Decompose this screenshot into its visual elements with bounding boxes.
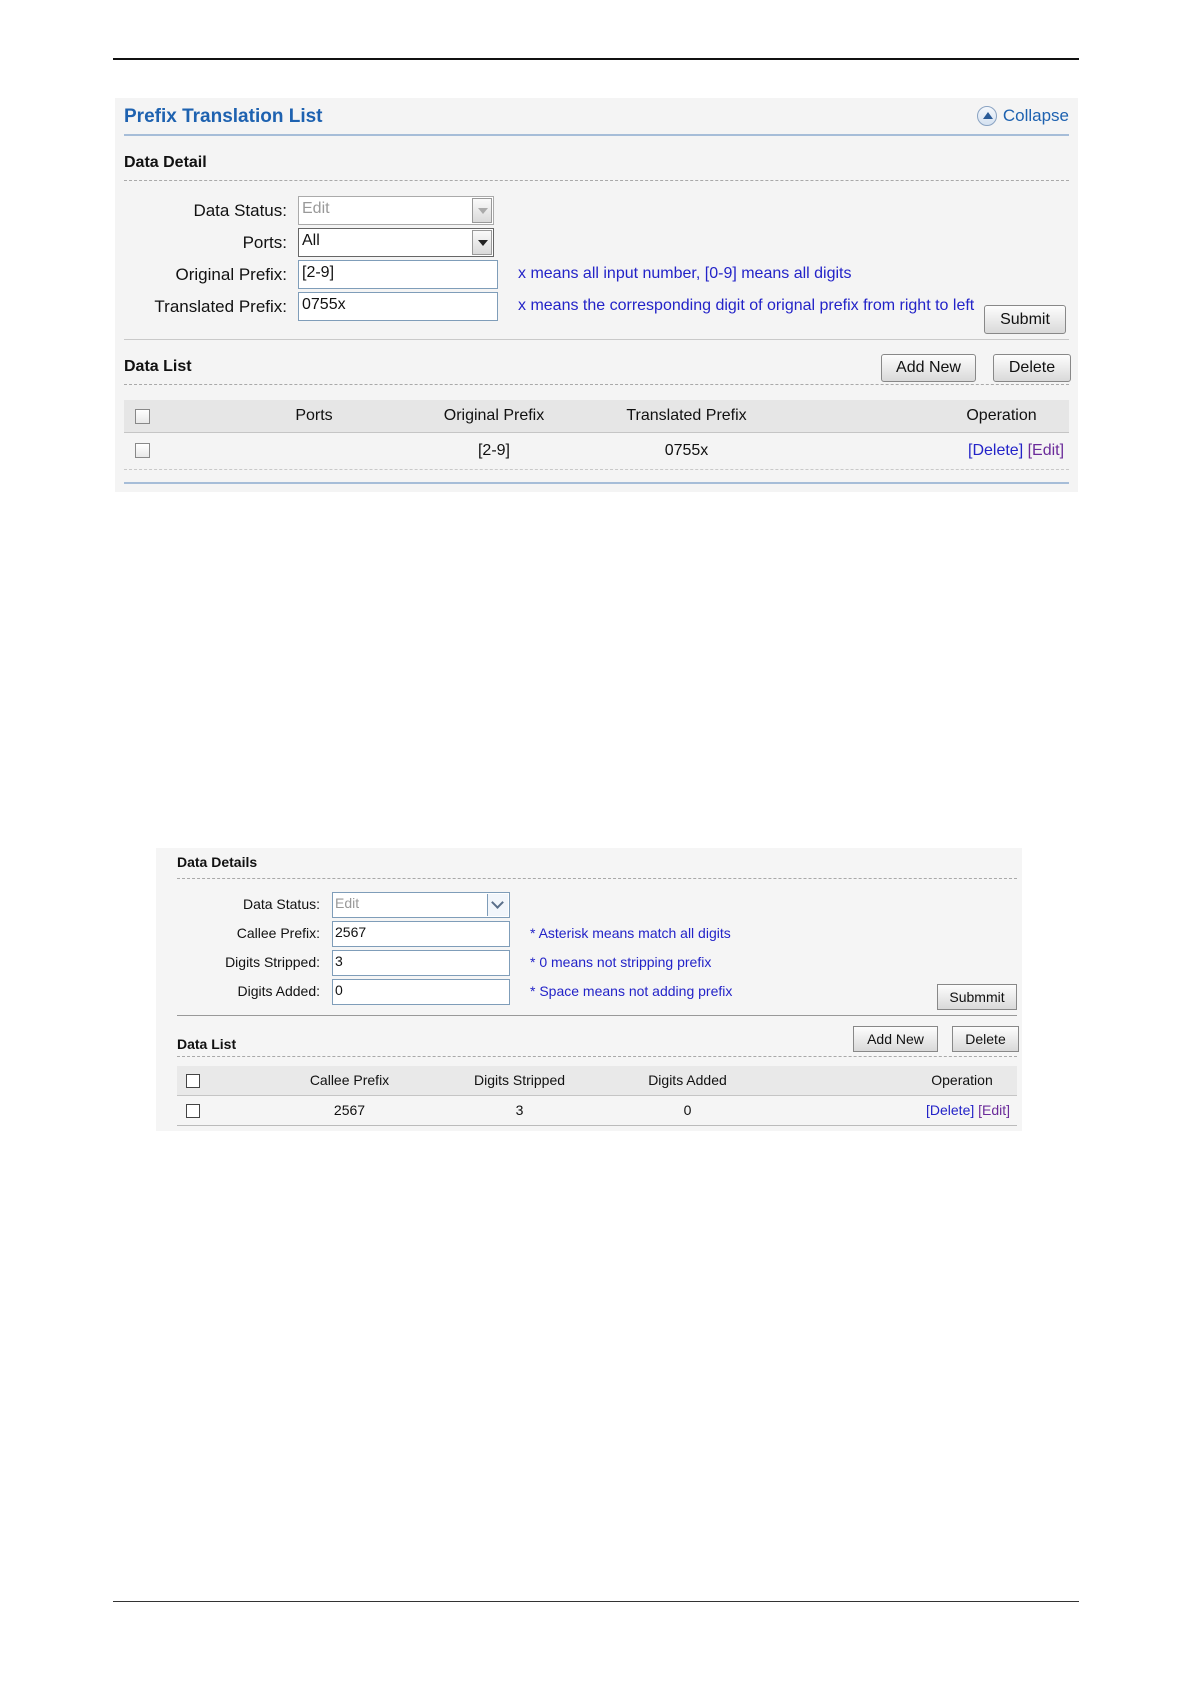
data-status-select[interactable]: [298, 196, 494, 225]
collapse-label: Collapse: [1002, 106, 1069, 125]
panel-header: [124, 98, 1069, 136]
column-header: Operation: [931, 1072, 993, 1088]
column-header: Original Prefix: [443, 407, 545, 424]
column-header: Digits Stripped: [473, 1072, 566, 1088]
digits-added-hint: * Space means not adding prefix: [530, 983, 733, 999]
data-status-label: Data Status:: [193, 201, 287, 220]
row-edit-link[interactable]: [Edit]: [1027, 442, 1065, 459]
row-delete-link[interactable]: [Delete]: [926, 1102, 975, 1118]
delete-button[interactable]: Delete: [952, 1026, 1019, 1052]
collapse-button[interactable]: [977, 106, 1069, 126]
divider: [124, 384, 1069, 385]
digits-added-input[interactable]: 0: [332, 979, 510, 1005]
digits-added-label: Digits Added:: [237, 983, 320, 999]
original-prefix-input[interactable]: [2-9]: [298, 260, 498, 289]
data-details-heading: Data Details: [177, 854, 258, 870]
cell-translated-prefix: 0755x: [664, 442, 709, 459]
data-list-heading: Data List: [177, 1036, 237, 1052]
column-header: Ports: [295, 407, 333, 424]
row-edit-link[interactable]: [Edit]: [978, 1102, 1011, 1118]
callee-prefix-label: Callee Prefix:: [236, 925, 320, 941]
add-new-button[interactable]: Add New: [881, 354, 976, 382]
cell-digits-stripped: 3: [515, 1102, 524, 1118]
divider: [124, 339, 1069, 340]
panel-bottom-border: [124, 482, 1069, 484]
column-header: Operation: [966, 407, 1037, 424]
submit-button[interactable]: Submmit: [937, 984, 1017, 1010]
digits-stripped-hint: * 0 means not stripping prefix: [530, 954, 712, 970]
callee-prefix-hint: * Asterisk means match all digits: [530, 925, 731, 941]
divider: [177, 878, 1017, 879]
page-top-rule: [113, 58, 1079, 60]
data-status-value: Edit: [335, 895, 360, 911]
divider: [124, 180, 1069, 181]
row-checkbox[interactable]: [135, 443, 150, 458]
ports-value: All: [302, 232, 320, 249]
table-bottom-border: [177, 1125, 1017, 1126]
original-prefix-hint: x means all input number, [0-9] means all digits: [518, 265, 852, 282]
page-bottom-rule: [113, 1601, 1079, 1602]
select-all-checkbox[interactable]: [135, 409, 150, 424]
divider: [124, 469, 1069, 470]
divider: [177, 1015, 1017, 1016]
cell-operation: [968, 442, 1064, 460]
panel-title: Prefix Translation List: [124, 106, 323, 127]
table-header: [177, 1066, 1017, 1096]
column-header: Callee Prefix: [309, 1072, 390, 1088]
divider: [177, 1056, 1017, 1057]
digits-stripped-label: Digits Stripped:: [225, 954, 320, 970]
translated-prefix-label: Translated Prefix:: [154, 297, 287, 316]
cell-digits-added: 0: [683, 1102, 692, 1118]
add-new-button[interactable]: Add New: [853, 1026, 938, 1052]
column-header: Digits Added: [648, 1072, 727, 1088]
callee-prefix-input[interactable]: 2567: [332, 921, 510, 947]
ports-label: Ports:: [242, 233, 287, 252]
delete-button[interactable]: Delete: [993, 354, 1071, 382]
data-status-select[interactable]: [332, 892, 510, 918]
data-detail-heading: Data Detail: [124, 154, 207, 171]
cell-callee-prefix: 2567: [333, 1102, 366, 1118]
select-all-checkbox[interactable]: [186, 1074, 200, 1088]
row-checkbox[interactable]: [186, 1104, 200, 1118]
translated-prefix-hint: x means the corresponding digit of orignal prefix from right to left: [518, 297, 975, 314]
cell-operation: [926, 1102, 1010, 1118]
data-status-value: Edit: [302, 200, 330, 217]
chevron-down-icon[interactable]: [472, 198, 492, 223]
row-delete-link[interactable]: [Delete]: [968, 442, 1024, 459]
original-prefix-label: Original Prefix:: [175, 265, 287, 284]
chevron-down-icon[interactable]: [487, 894, 508, 916]
submit-button[interactable]: Submit: [984, 305, 1066, 334]
table-header: [124, 400, 1069, 433]
callee-prefix-panel: [156, 848, 1022, 1131]
collapse-icon: [977, 106, 997, 126]
prefix-translation-panel: [115, 98, 1078, 492]
chevron-down-icon[interactable]: [472, 230, 492, 255]
ports-select[interactable]: [298, 228, 494, 257]
translated-prefix-input[interactable]: 0755x: [298, 292, 498, 321]
digits-stripped-input[interactable]: 3: [332, 950, 510, 976]
data-list-heading: Data List: [124, 358, 192, 375]
data-status-label: Data Status:: [242, 896, 320, 912]
cell-original-prefix: [2-9]: [477, 442, 510, 459]
column-header: Translated Prefix: [626, 407, 747, 424]
